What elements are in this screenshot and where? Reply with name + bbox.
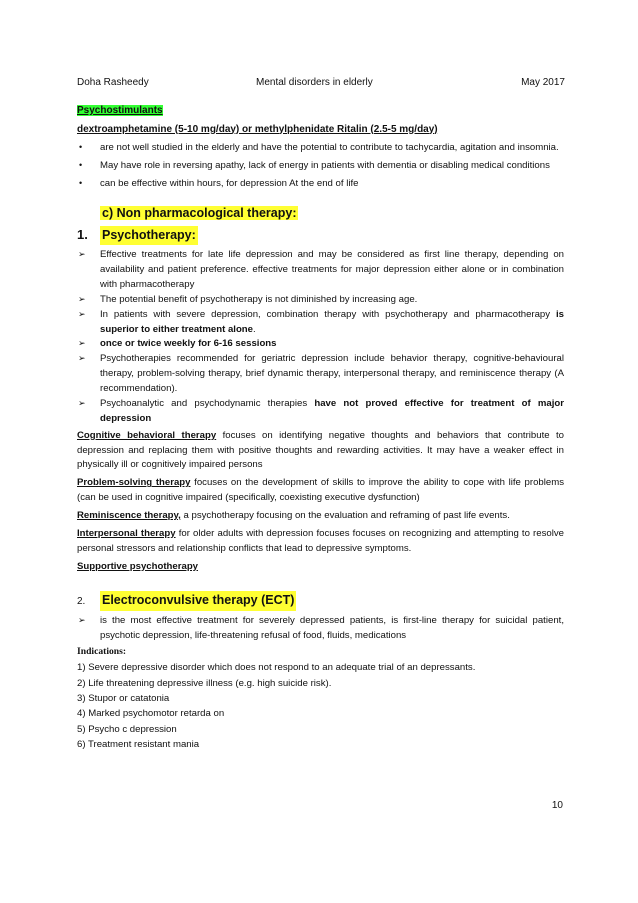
bullet-text: Psychoanalytic and psychodynamic therapies — [100, 397, 315, 409]
ect-title: Electroconvulsive therapy (ECT) — [100, 591, 296, 610]
arrow-bullet-icon: ➢ — [78, 249, 86, 260]
bullet-dot-icon: • — [79, 177, 83, 188]
list-item — [77, 248, 564, 293]
list-item — [77, 352, 564, 397]
bullet-text-end: . — [253, 323, 256, 335]
section-c-heading: c) Non pharmacological therapy: — [102, 205, 297, 220]
bullet-bold-text: have not proved effective for treatment of major depression — [100, 397, 564, 424]
therapy-term: Problem-solving therapy — [77, 477, 191, 489]
indication-item: 5) Psycho c depression — [77, 723, 177, 735]
therapy-description: focuses on the development of skills to improve the ability to cope with life problems (can be used in cognitive impaired (specifically, coexisting executive dysfunction) — [77, 477, 564, 504]
therapy-paragraph — [77, 509, 564, 524]
list-item — [77, 177, 564, 192]
psychotherapy-title: Psychotherapy: — [100, 226, 198, 245]
bullet-text: are not well studied in the elderly and have the potential to contribute to tachycardia, agitation and insomnia. — [100, 142, 559, 153]
therapy-description: for older adults with depression focuses focuses on recognizing and attempting to resolve personal stressors and relationship conflicts that lead to depressive symptoms. — [77, 527, 564, 554]
psychotherapy-paragraphs — [77, 429, 564, 575]
indications-label: Indications: — [77, 646, 127, 658]
therapy-term: Reminiscence therapy, — [77, 509, 181, 521]
therapy-term: Supportive psychotherapy — [77, 560, 199, 572]
psychostimulant-drugs: dextroamphetamine (5-10 mg/day) or methylphenidate Ritalin (2.5-5 mg/day) — [77, 123, 438, 135]
indication-item: 2) Life threatening depressive illness (e.g. high suicide risk). — [77, 677, 332, 689]
arrow-bullet-icon: ➢ — [78, 293, 86, 304]
psychotherapy-number: 1. — [77, 226, 88, 242]
bullet-dot-icon: • — [79, 159, 83, 170]
bullet-text: can be effective within hours, for depression At the end of life — [100, 177, 359, 189]
bullet-text: In patients with severe depression, combination therapy with psychotherapy and pharmacotherapy — [100, 308, 556, 320]
arrow-bullet-icon: ➢ — [78, 397, 86, 408]
indication-item: 6) Treatment resistant mania — [77, 739, 200, 751]
header-date: May 2017 — [521, 77, 565, 88]
bullet-bold-text: once or twice weekly for 6-16 sessions — [100, 338, 277, 350]
bullet-text: May have role in reversing apathy, lack of energy in patients with dementia or disabling medical conditions — [100, 159, 550, 171]
arrow-bullet-icon: ➢ — [78, 614, 86, 625]
bullet-text: is the most effective treatment for severely depressed patients, is first-line therapy for suicidal patient, psychotic depression, life-threatening refusal of food, fluids, medications — [100, 614, 564, 641]
list-item — [77, 397, 564, 427]
list-item — [77, 293, 564, 308]
arrow-bullet-icon: ➢ — [78, 308, 86, 319]
psychostimulants-heading: Psychostimulants — [77, 105, 163, 116]
indication-item: 4) Marked psychomotor retarda on — [77, 708, 225, 720]
therapy-description: focuses on identifying negative thoughts and behaviors that contribute to depression and replacing them with positive thoughts and rewarding activities. It may have a weaker effect in physically ill or cognitively impaired persons — [77, 429, 564, 471]
ect-number: 2. — [77, 596, 86, 608]
therapy-term: Interpersonal therapy — [77, 527, 176, 539]
page-content — [77, 103, 564, 752]
psychotherapy-bullets — [77, 248, 564, 426]
list-item — [77, 159, 564, 174]
ect-heading — [77, 591, 564, 610]
indication-item: 3) Stupor or catatonia — [77, 693, 170, 705]
header-title: Mental disorders in elderly — [256, 77, 373, 88]
list-item — [77, 141, 564, 156]
bullet-bold-text: is superior to either treatment alone — [100, 308, 564, 335]
header-author: Doha Rasheedy — [77, 77, 149, 88]
indications-list — [77, 660, 564, 752]
arrow-bullet-icon: ➢ — [78, 353, 86, 364]
psychotherapy-heading — [77, 225, 564, 245]
list-item — [77, 337, 564, 352]
bullet-text: Psychotherapies recommended for geriatric depression include behavior therapy, cognitive-behavioural therapy, problem-solving therapy, brief dynamic therapy, interpersonal therapy, and reminiscence therapy (A recommendation). — [100, 353, 564, 395]
list-item — [77, 614, 564, 644]
arrow-bullet-icon: ➢ — [78, 338, 86, 349]
bullet-dot-icon: • — [79, 142, 83, 152]
bullet-text: Effective treatments for late life depression and may be considered as first line therapy, depending on availability and patient preference. effective treatments for major depression either alone or in combination with pharmacotherapy — [100, 249, 564, 291]
ect-bullets — [77, 614, 564, 644]
list-item — [77, 308, 564, 338]
therapy-paragraph — [77, 476, 564, 506]
therapy-paragraph — [77, 560, 564, 575]
indication-item: 1) Severe depressive disorder which does not respond to an adequate trial of an depressants. — [77, 662, 476, 674]
therapy-description: a psychotherapy focusing on the evaluation and reframing of past life events. — [180, 509, 510, 521]
page-number: 10 — [551, 800, 563, 811]
bullet-text: The potential benefit of psychotherapy is not diminished by increasing age. — [100, 293, 418, 305]
therapy-term: Cognitive behavioral therapy — [77, 429, 217, 441]
psychostimulant-bullets — [77, 141, 564, 192]
therapy-paragraph — [77, 429, 564, 474]
therapy-paragraph — [77, 527, 564, 557]
